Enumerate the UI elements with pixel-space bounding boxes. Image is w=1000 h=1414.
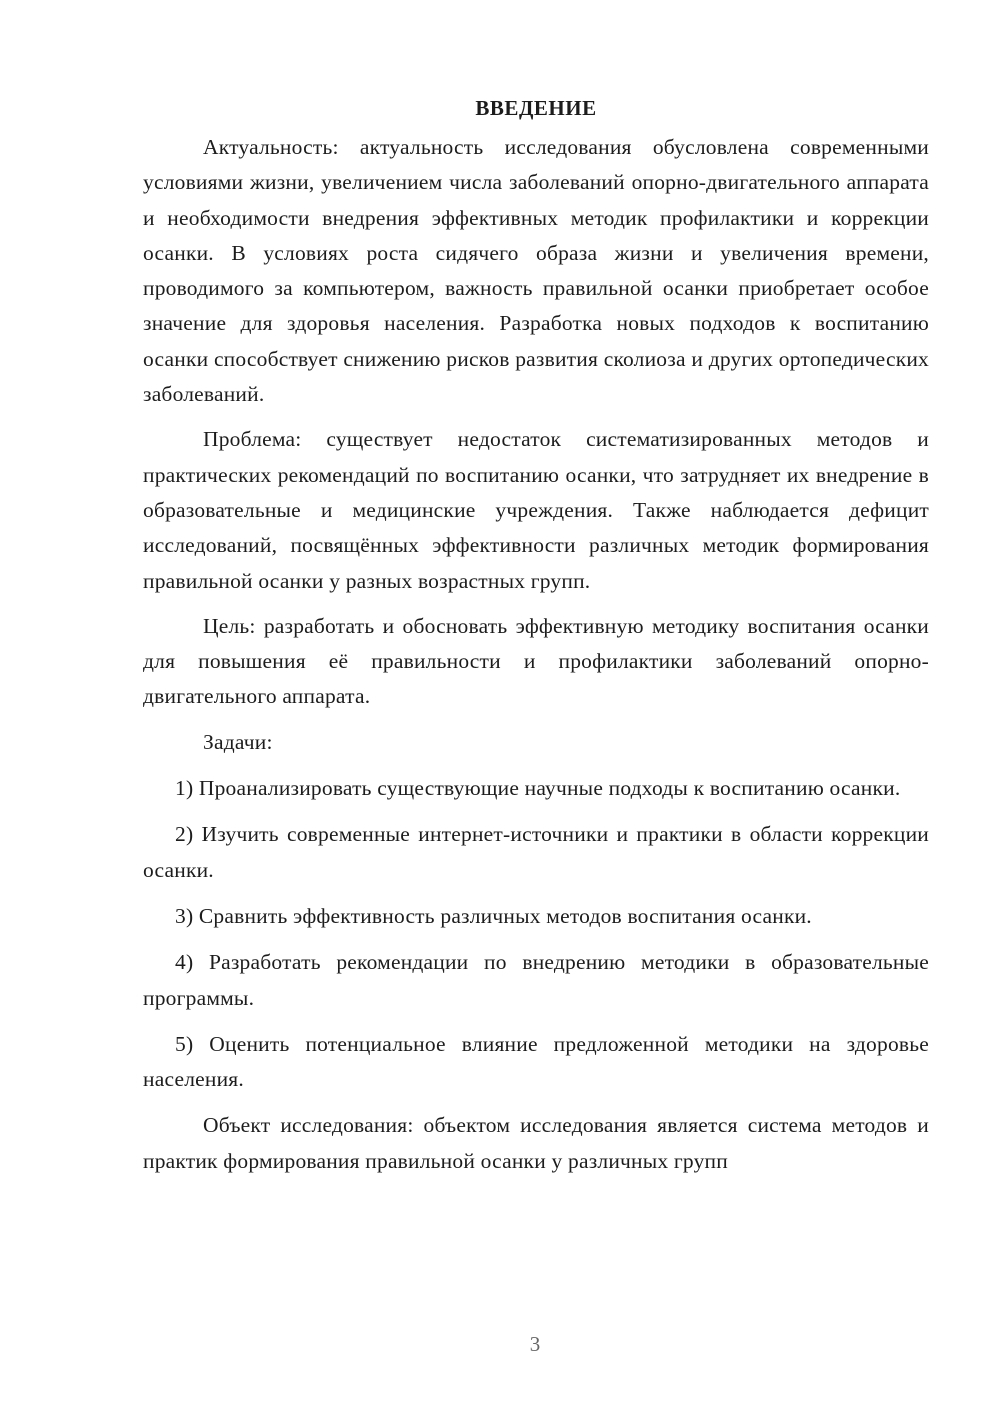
goal-paragraph: Цель: разработать и обосновать эффективную методику воспитания осанки для повышения её правильности и профилактики заболеваний опорно-двигательного аппарата. — [143, 613, 929, 709]
task-item-4: 4) Разработать рекомендации по внедрению методики в образовательные программы. — [143, 950, 929, 1010]
task-item-1: 1) Проанализировать существующие научные подходы к воспитанию осанки. — [175, 776, 901, 801]
problem-paragraph: Проблема: существует недостаток систематизированных методов и практических рекомендаций по воспитанию осанки, что затрудняет их внедрение в образовательные и медицинские учреждения. Также наблюдается дефицит исследований, посвящённых эффективности различных методик формирования правильной осанки у разных возрастных групп. — [143, 427, 929, 593]
relevance-paragraph: Актуальность: актуальность исследования обусловлена современными условиями жизни, увеличением числа заболеваний опорно-двигательного аппарата и необходимости внедрения эффективных методик профилактики и коррекции осанки. В условиях роста сидячего образа жизни и увеличения времени, проводимого за компьютером, важность правильной осанки приобретает особое значение для здоровья населения. Разработка новых подходов к воспитанию осанки способствует снижению рисков развития сколиоза и других ортопедических заболеваний. — [143, 135, 929, 407]
task-item-5: 5) Оценить потенциальное влияние предложенной методики на здоровье населения. — [143, 1031, 929, 1092]
tasks-label: Задачи: — [203, 729, 273, 754]
section-heading: ВВЕДЕНИЕ — [475, 96, 597, 120]
object-paragraph: Объект исследования: объектом исследования является система методов и практик формирования правильной осанки у различных групп — [143, 1113, 929, 1173]
task-item-2: 2) Изучить современные интернет-источники и практики в области коррекции осанки. — [143, 822, 929, 882]
task-item-3: 3) Сравнить эффективность различных методов воспитания осанки. — [175, 903, 812, 928]
page-number: 3 — [529, 1332, 541, 1356]
page-content — [143, 90, 929, 1179]
